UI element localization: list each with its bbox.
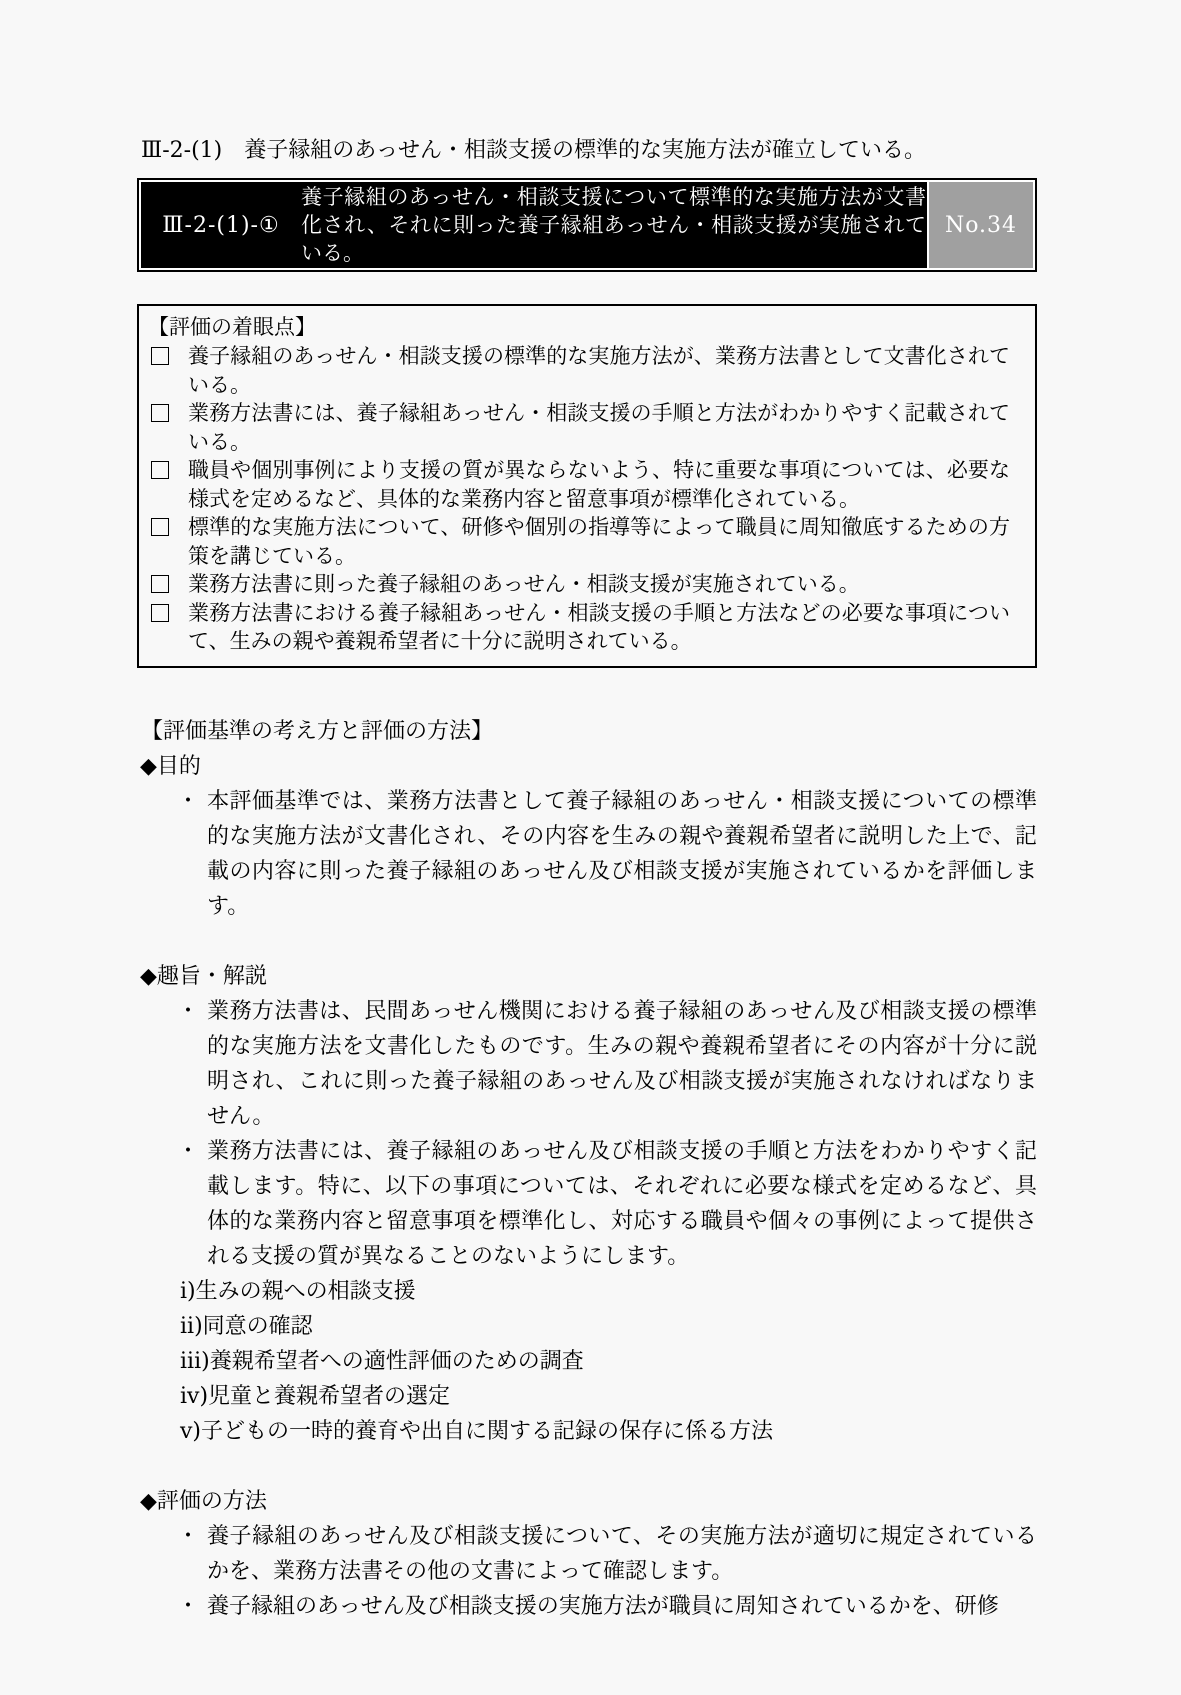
checkpoint-item: [148, 599, 1025, 656]
checkbox-icon: [151, 604, 169, 622]
checkpoint-text: 標準的な実施方法について、研修や個別の指導等によって職員に周知徹底するための方策を講じている。: [188, 515, 1010, 568]
bullet-icon: ・: [177, 788, 200, 814]
explanation-sub-item: i)生みの親への相談支援: [180, 1278, 416, 1304]
checkpoint-item: [148, 456, 1025, 513]
checkpoint-item: [148, 570, 1025, 599]
purpose-text: 本評価基準では、業務方法書として養子縁組のあっせん・相談支援についての標準的な実施方法が文書化され、その内容を生みの親や養親希望者に説明した上で、記載の内容に則った養子縁組のあっせん及び相談支援が実施されているかを評価します。: [207, 788, 1037, 919]
page-content: [137, 138, 1037, 1624]
criterion-number-badge: No.34: [929, 182, 1033, 268]
method-heading: ◆評価の方法: [140, 1488, 267, 1514]
checkpoint-text: 職員や個別事例により支援の質が異ならないよう、特に重要な事項については、必要な様式を定めるなど、具体的な業務内容と留意事項が標準化されている。: [188, 458, 1010, 511]
guidance-section: [137, 714, 1037, 1624]
explanation-sub-item: iv)児童と養親希望者の選定: [180, 1383, 451, 1409]
purpose-bullet: [137, 784, 1037, 924]
criterion-text: 養子縁組のあっせん・相談支援について標準的な実施方法が文書化され、それに則った養子縁組あっせん・相談支援が実施されている。: [301, 185, 926, 265]
purpose-heading: ◆目的: [140, 753, 201, 779]
checkbox-icon: [151, 404, 169, 422]
checkpoint-item: [148, 399, 1025, 456]
checkpoint-heading: 【評価の着眼点】: [148, 315, 316, 339]
explanation-bullet: [137, 1134, 1037, 1274]
explanation-sub-item: iii)養親希望者への適性評価のための調査: [180, 1348, 584, 1374]
explanation-heading: ◆趣旨・解説: [140, 963, 267, 989]
bullet-icon: ・: [177, 1593, 200, 1619]
bullet-icon: ・: [177, 998, 200, 1024]
bullet-icon: ・: [177, 1138, 200, 1164]
explanation-text: 業務方法書は、民間あっせん機関における養子縁組のあっせん及び相談支援の標準的な実施方法を文書化したものです。生みの親や養親希望者にその内容が十分に説明され、これに則った養子縁組のあっせん及び相談支援が実施されなければなりません。: [207, 998, 1037, 1129]
checkpoint-item: [148, 342, 1025, 399]
method-bullet: [137, 1519, 1037, 1589]
section-heading: Ⅲ-2-(1) 養子縁組のあっせん・相談支援の標準的な実施方法が確立している。: [141, 138, 927, 163]
method-bullet: [137, 1589, 1037, 1624]
checkbox-icon: [151, 347, 169, 365]
criterion-table: [137, 178, 1037, 272]
checkpoint-text: 業務方法書における養子縁組あっせん・相談支援の手順と方法などの必要な事項について、生みの親や養親希望者に十分に説明されている。: [188, 600, 1010, 653]
method-text: 養子縁組のあっせん及び相談支援について、その実施方法が適切に規定されているかを、業務方法書その他の文書によって確認します。: [207, 1523, 1037, 1584]
method-text: 養子縁組のあっせん及び相談支援の実施方法が職員に周知されているかを、研修: [207, 1593, 999, 1619]
checkbox-icon: [151, 575, 169, 593]
bullet-icon: ・: [177, 1523, 200, 1549]
criterion-code: Ⅲ-2-(1)-①: [162, 212, 280, 238]
checkpoint-text: 業務方法書に則った養子縁組のあっせん・相談支援が実施されている。: [188, 572, 860, 596]
criterion-cell: [141, 182, 927, 268]
checkpoint-box: [137, 304, 1037, 668]
explanation-text: 業務方法書には、養子縁組のあっせん及び相談支援の手順と方法をわかりやすく記載します。特に、以下の事項については、それぞれに必要な様式を定めるなど、具体的な業務内容と留意事項を標準化し、対応する職員や個々の事例によって提供される支援の質が異なることのないようにします。: [207, 1138, 1037, 1269]
explanation-sub-item: ii)同意の確認: [180, 1313, 313, 1339]
checkpoint-text: 養子縁組のあっせん・相談支援の標準的な実施方法が、業務方法書として文書化されている。: [188, 344, 1010, 397]
explanation-bullet: [137, 994, 1037, 1134]
checkpoint-item: [148, 513, 1025, 570]
checkpoint-text: 業務方法書には、養子縁組あっせん・相談支援の手順と方法がわかりやすく記載されている。: [188, 401, 1010, 454]
checkbox-icon: [151, 518, 169, 536]
explanation-sub-item: v)子どもの一時的養育や出自に関する記録の保存に係る方法: [180, 1418, 774, 1444]
guidance-heading: 【評価基準の考え方と評価の方法】: [141, 718, 494, 744]
checkbox-icon: [151, 461, 169, 479]
